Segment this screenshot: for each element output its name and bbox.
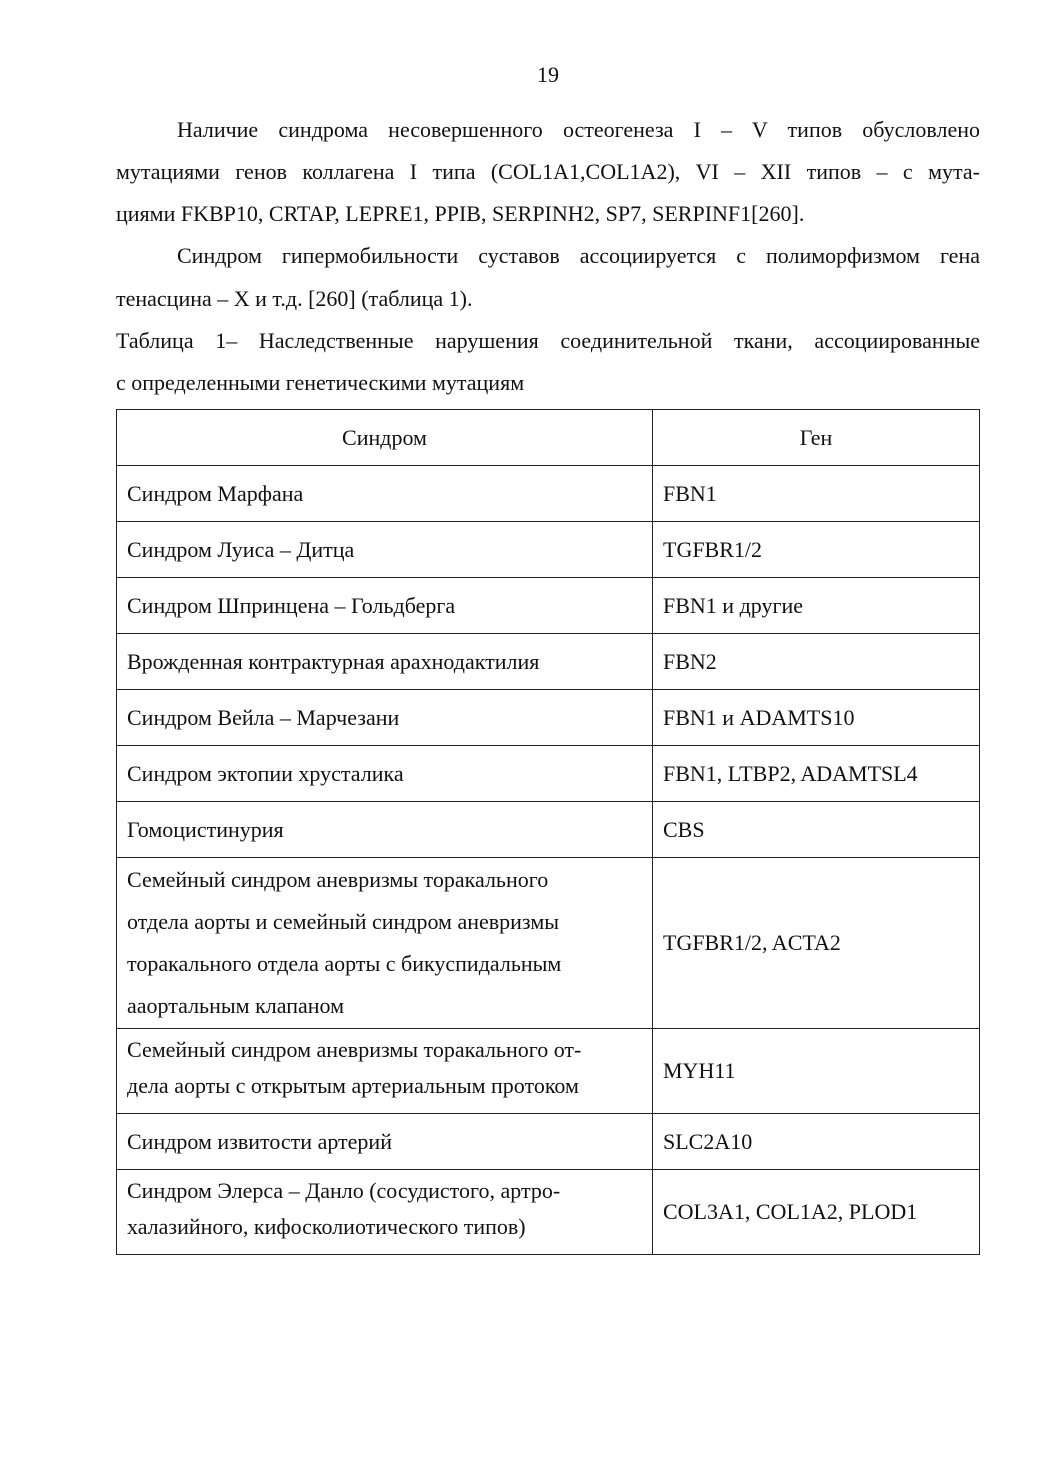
- gene-cell: FBN1: [653, 466, 980, 522]
- page-number: 19: [537, 62, 559, 87]
- table-row: [117, 578, 980, 634]
- gene-cell: FBN1 и ADAMTS10: [653, 690, 980, 746]
- syndrome-cell: Синдром эктопии хрусталика: [117, 746, 653, 802]
- caption-line: Таблица 1– Наследственные нарушения соединительной ткани, ассоциированные: [116, 328, 980, 353]
- caption-line: с определенными генетическими мутациям: [116, 370, 525, 395]
- header-gene: Ген: [653, 410, 980, 466]
- syndrome-cell: Синдром Луиса – Дитца: [117, 522, 653, 578]
- syndrome-cell: [117, 1170, 653, 1255]
- gene-cell: CBS: [653, 802, 980, 858]
- table-header-row: [117, 410, 980, 466]
- syndrome-line: Семейный синдром аневризмы торакального: [127, 867, 549, 892]
- paragraph-line: циями FKBP10, CRTAP, LEPRE1, PPIB, SERPINH2, SP7, SERPINF1[260].: [116, 201, 805, 226]
- syndrome-line: халазийного, кифосколиотического типов): [127, 1214, 526, 1239]
- table-row: [117, 746, 980, 802]
- table-row: [117, 802, 980, 858]
- gene-cell: MYH11: [653, 1029, 980, 1114]
- gene-cell: COL3A1, COL1A2, PLOD1: [653, 1170, 980, 1255]
- table-row: [117, 522, 980, 578]
- syndrome-line: дела аорты с открытым артериальным протоком: [127, 1073, 579, 1098]
- table-row: [117, 1170, 980, 1255]
- table-row: [117, 1114, 980, 1170]
- paragraph-line: тенасцина – X и т.д. [260] (таблица 1).: [116, 286, 473, 311]
- syndrome-gene-table: [116, 409, 980, 1255]
- paragraph-line: мутациями генов коллагена I типа (COL1A1,COL1A2), VI – XII типов – с мута-: [116, 159, 980, 184]
- gene-cell: FBN1, LTBP2, ADAMTSL4: [653, 746, 980, 802]
- header-syndrome: Синдром: [117, 410, 653, 466]
- paragraph-line: Наличие синдрома несовершенного остеогенеза I – V типов обусловлено: [177, 117, 980, 142]
- syndrome-cell: Врожденная контрактурная арахнодактилия: [117, 634, 653, 690]
- table-row: [117, 690, 980, 746]
- syndrome-cell: [117, 1029, 653, 1114]
- syndrome-cell: Синдром Марфана: [117, 466, 653, 522]
- gene-cell: TGFBR1/2, ACTA2: [653, 858, 980, 1029]
- syndrome-line: торакального отдела аорты с бикуспидальным: [127, 951, 562, 976]
- syndrome-cell: Гомоцистинурия: [117, 802, 653, 858]
- syndrome-cell: Синдром Вейла – Марчезани: [117, 690, 653, 746]
- syndrome-line: отдела аорты и семейный синдром аневризмы: [127, 909, 560, 934]
- paragraph-line: Синдром гипермобильности суставов ассоциируется с полиморфизмом гена: [177, 243, 980, 268]
- table-row: [117, 858, 980, 1029]
- syndrome-line: Семейный синдром аневризмы торакального от-: [127, 1037, 582, 1062]
- table-row: [117, 634, 980, 690]
- gene-cell: FBN2: [653, 634, 980, 690]
- table-row: [117, 1029, 980, 1114]
- syndrome-line: ааортальным клапаном: [127, 993, 345, 1018]
- syndrome-cell: [117, 858, 653, 1029]
- syndrome-cell: Синдром извитости артерий: [117, 1114, 653, 1170]
- table-row: [117, 466, 980, 522]
- gene-cell: SLC2A10: [653, 1114, 980, 1170]
- gene-cell: TGFBR1/2: [653, 522, 980, 578]
- syndrome-line: Синдром Элерса – Данло (сосудистого, артро-: [127, 1178, 561, 1203]
- gene-cell: FBN1 и другие: [653, 578, 980, 634]
- syndrome-cell: Синдром Шпринцена – Гольдберга: [117, 578, 653, 634]
